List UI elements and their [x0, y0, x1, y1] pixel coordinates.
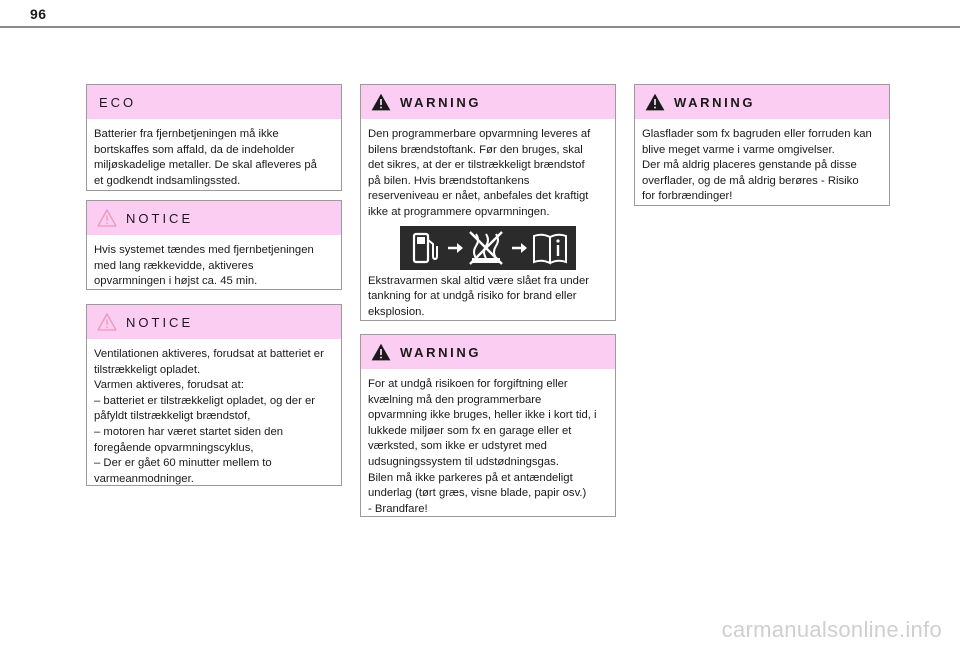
- fuel-heater-pictogram: [400, 226, 576, 270]
- notice-header-2: [87, 305, 341, 339]
- page-number: 96: [30, 6, 47, 22]
- header-divider: [0, 26, 960, 28]
- warning-title-2: WARNING: [400, 344, 482, 360]
- warning-box-2: [360, 334, 616, 517]
- watermark: carmanualsonline.info: [721, 617, 942, 642]
- warning-header-2: [361, 335, 615, 369]
- warning-triangle-icon: [97, 313, 117, 331]
- warning-triangle-icon: [645, 93, 665, 111]
- warning-text-2: For at undgå risikoen for forgiftning eller kvælning må den programmerbare opvarmning ikke bruges, heller ikke i kort tid, i lukkede miljøer som fx en garage eller et værksted, som ikke er udstyret med udsugningssystem til udstødningsgas. Bilen må ikke parkeres på et antændeligt underlag (tørt græs, visne blade, papir osv.) - Brandfare!: [368, 378, 597, 515]
- notice-header-1: [87, 201, 341, 235]
- notice-title-2: NOTICE: [126, 314, 194, 330]
- warning-text-3: Glasflader som fx bagruden eller forruden kan blive meget varme i varme omgivelser. Der må aldrig placeres genstande på disse overflader, og de må aldrig berøres - Risiko for forbrændinger!: [642, 128, 872, 203]
- warning-title-1: WARNING: [400, 94, 482, 110]
- eco-title: ECO: [99, 94, 137, 110]
- warning-header-3: [635, 85, 889, 119]
- warning-text-1: Den programmerbare opvarmning leveres af bilens brændstoftank. Før den bruges, skal det sikres, at der er tilstrækkeligt brændstof på bilen. Hvis brændstoftankens reserveniveau er nået, anbefales det kraftigt ikke at programmere opvarmningen.: [368, 128, 591, 218]
- warning-title-3: WARNING: [674, 94, 756, 110]
- eco-text: Batterier fra fjernbetjeningen må ikke bortskaffes som affald, da de indeholder miljøskadelige metaller. De skal afleveres på et godkendt indsamlingssted.: [94, 128, 317, 187]
- notice-box-2: [86, 304, 342, 486]
- notice-text-2: Ventilationen aktiveres, forudsat at batteriet er tilstrækkeligt opladet. Varmen aktiveres, forudsat at: – batteriet er tilstrækkeligt opladet, og der er påfyldt tilstrækkeligt brændstof, – motoren har været startet siden den foregående opvarmningscyklus, – Der er gået 60 minutter mellem to varmeanmodninger.: [94, 348, 324, 485]
- notice-title-1: NOTICE: [126, 210, 194, 226]
- eco-header: [87, 85, 341, 119]
- warning-text-1b: Ekstravarmen skal altid være slået fra under tankning for at undgå risiko for brand eller eksplosion.: [368, 274, 590, 318]
- warning-header-1: [361, 85, 615, 119]
- warning-box-1: [360, 84, 616, 321]
- notice-box-1: [86, 200, 342, 290]
- warning-triangle-icon: [97, 209, 117, 227]
- eco-box: [86, 84, 342, 191]
- warning-triangle-icon: [371, 93, 391, 111]
- warning-box-3: [634, 84, 890, 206]
- warning-triangle-icon: [371, 343, 391, 361]
- notice-text-1: Hvis systemet tændes med fjernbetjeningen med lang rækkevidde, aktiveres opvarmningen i højst ca. 45 min.: [94, 244, 314, 288]
